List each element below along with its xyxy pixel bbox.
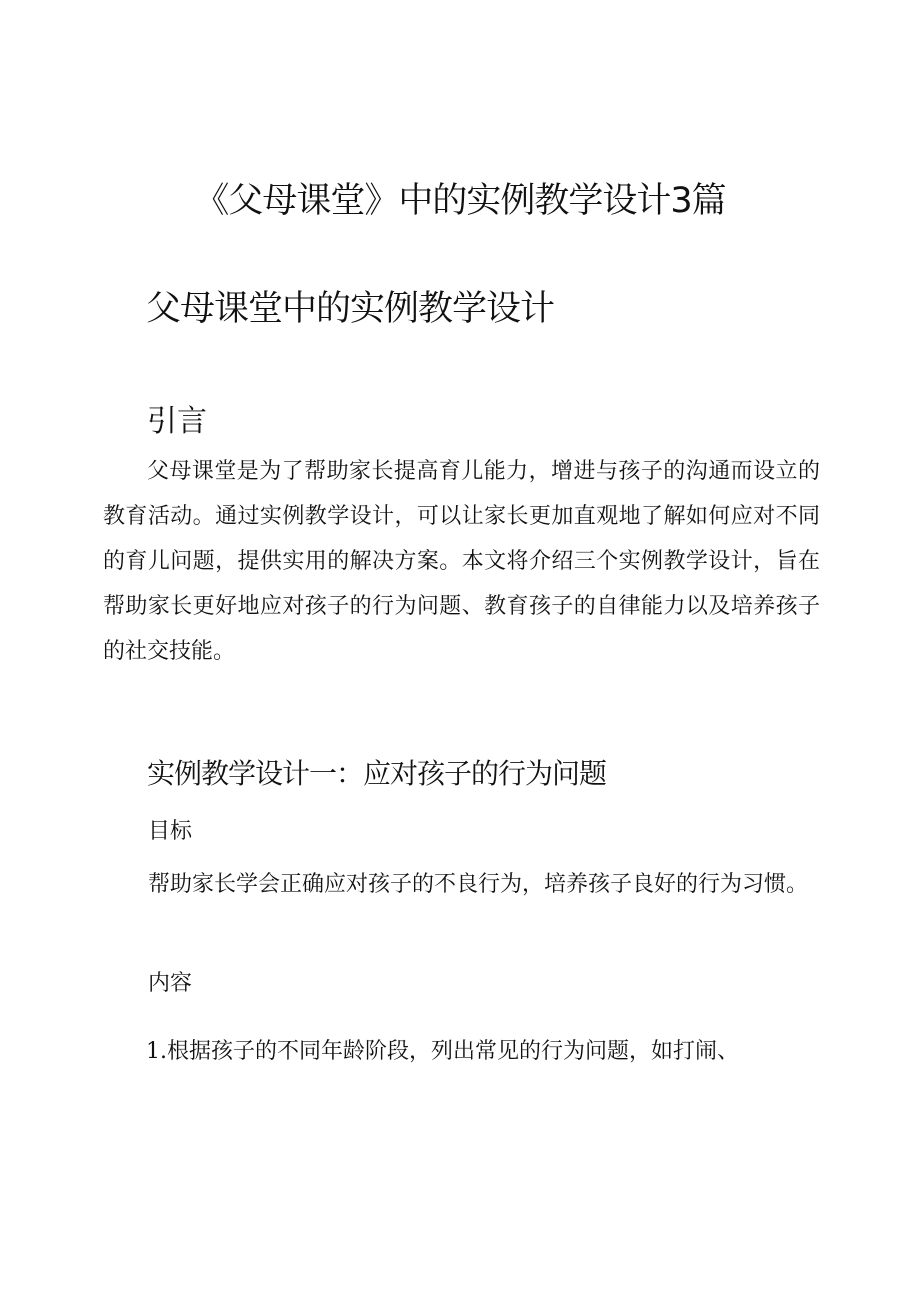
content-heading: 内容 xyxy=(148,971,193,996)
document-title: 《父母课堂》中的实例教学设计3篇 xyxy=(194,181,726,221)
goal-text: 帮助家长学会正确应对孩子的不良行为，培养孩子良好的行为习惯。 xyxy=(148,872,809,897)
list-item: 1.根据孩子的不同年龄阶段，列出常见的行为问题，如打闹、 xyxy=(146,1039,739,1064)
goal-heading: 目标 xyxy=(148,819,193,844)
introduction-heading: 引言 xyxy=(147,404,207,439)
example-one-heading: 实例教学设计一：应对孩子的行为问题 xyxy=(147,757,607,790)
section-title: 父母课堂中的实例教学设计 xyxy=(146,289,555,329)
introduction-paragraph: 父母课堂是为了帮助家长提高育儿能力，增进与孩子的沟通而设立的教育活动。通过实例教学设计，可以让家长更加直观地了解如何应对不同的育儿问题，提供实用的解决方案。本文将介绍三个实例教学设计，旨在帮助家长更好地应对孩子的行为问题、教育孩子的自律能力以及培养孩子的社交技能。 xyxy=(103,459,820,664)
